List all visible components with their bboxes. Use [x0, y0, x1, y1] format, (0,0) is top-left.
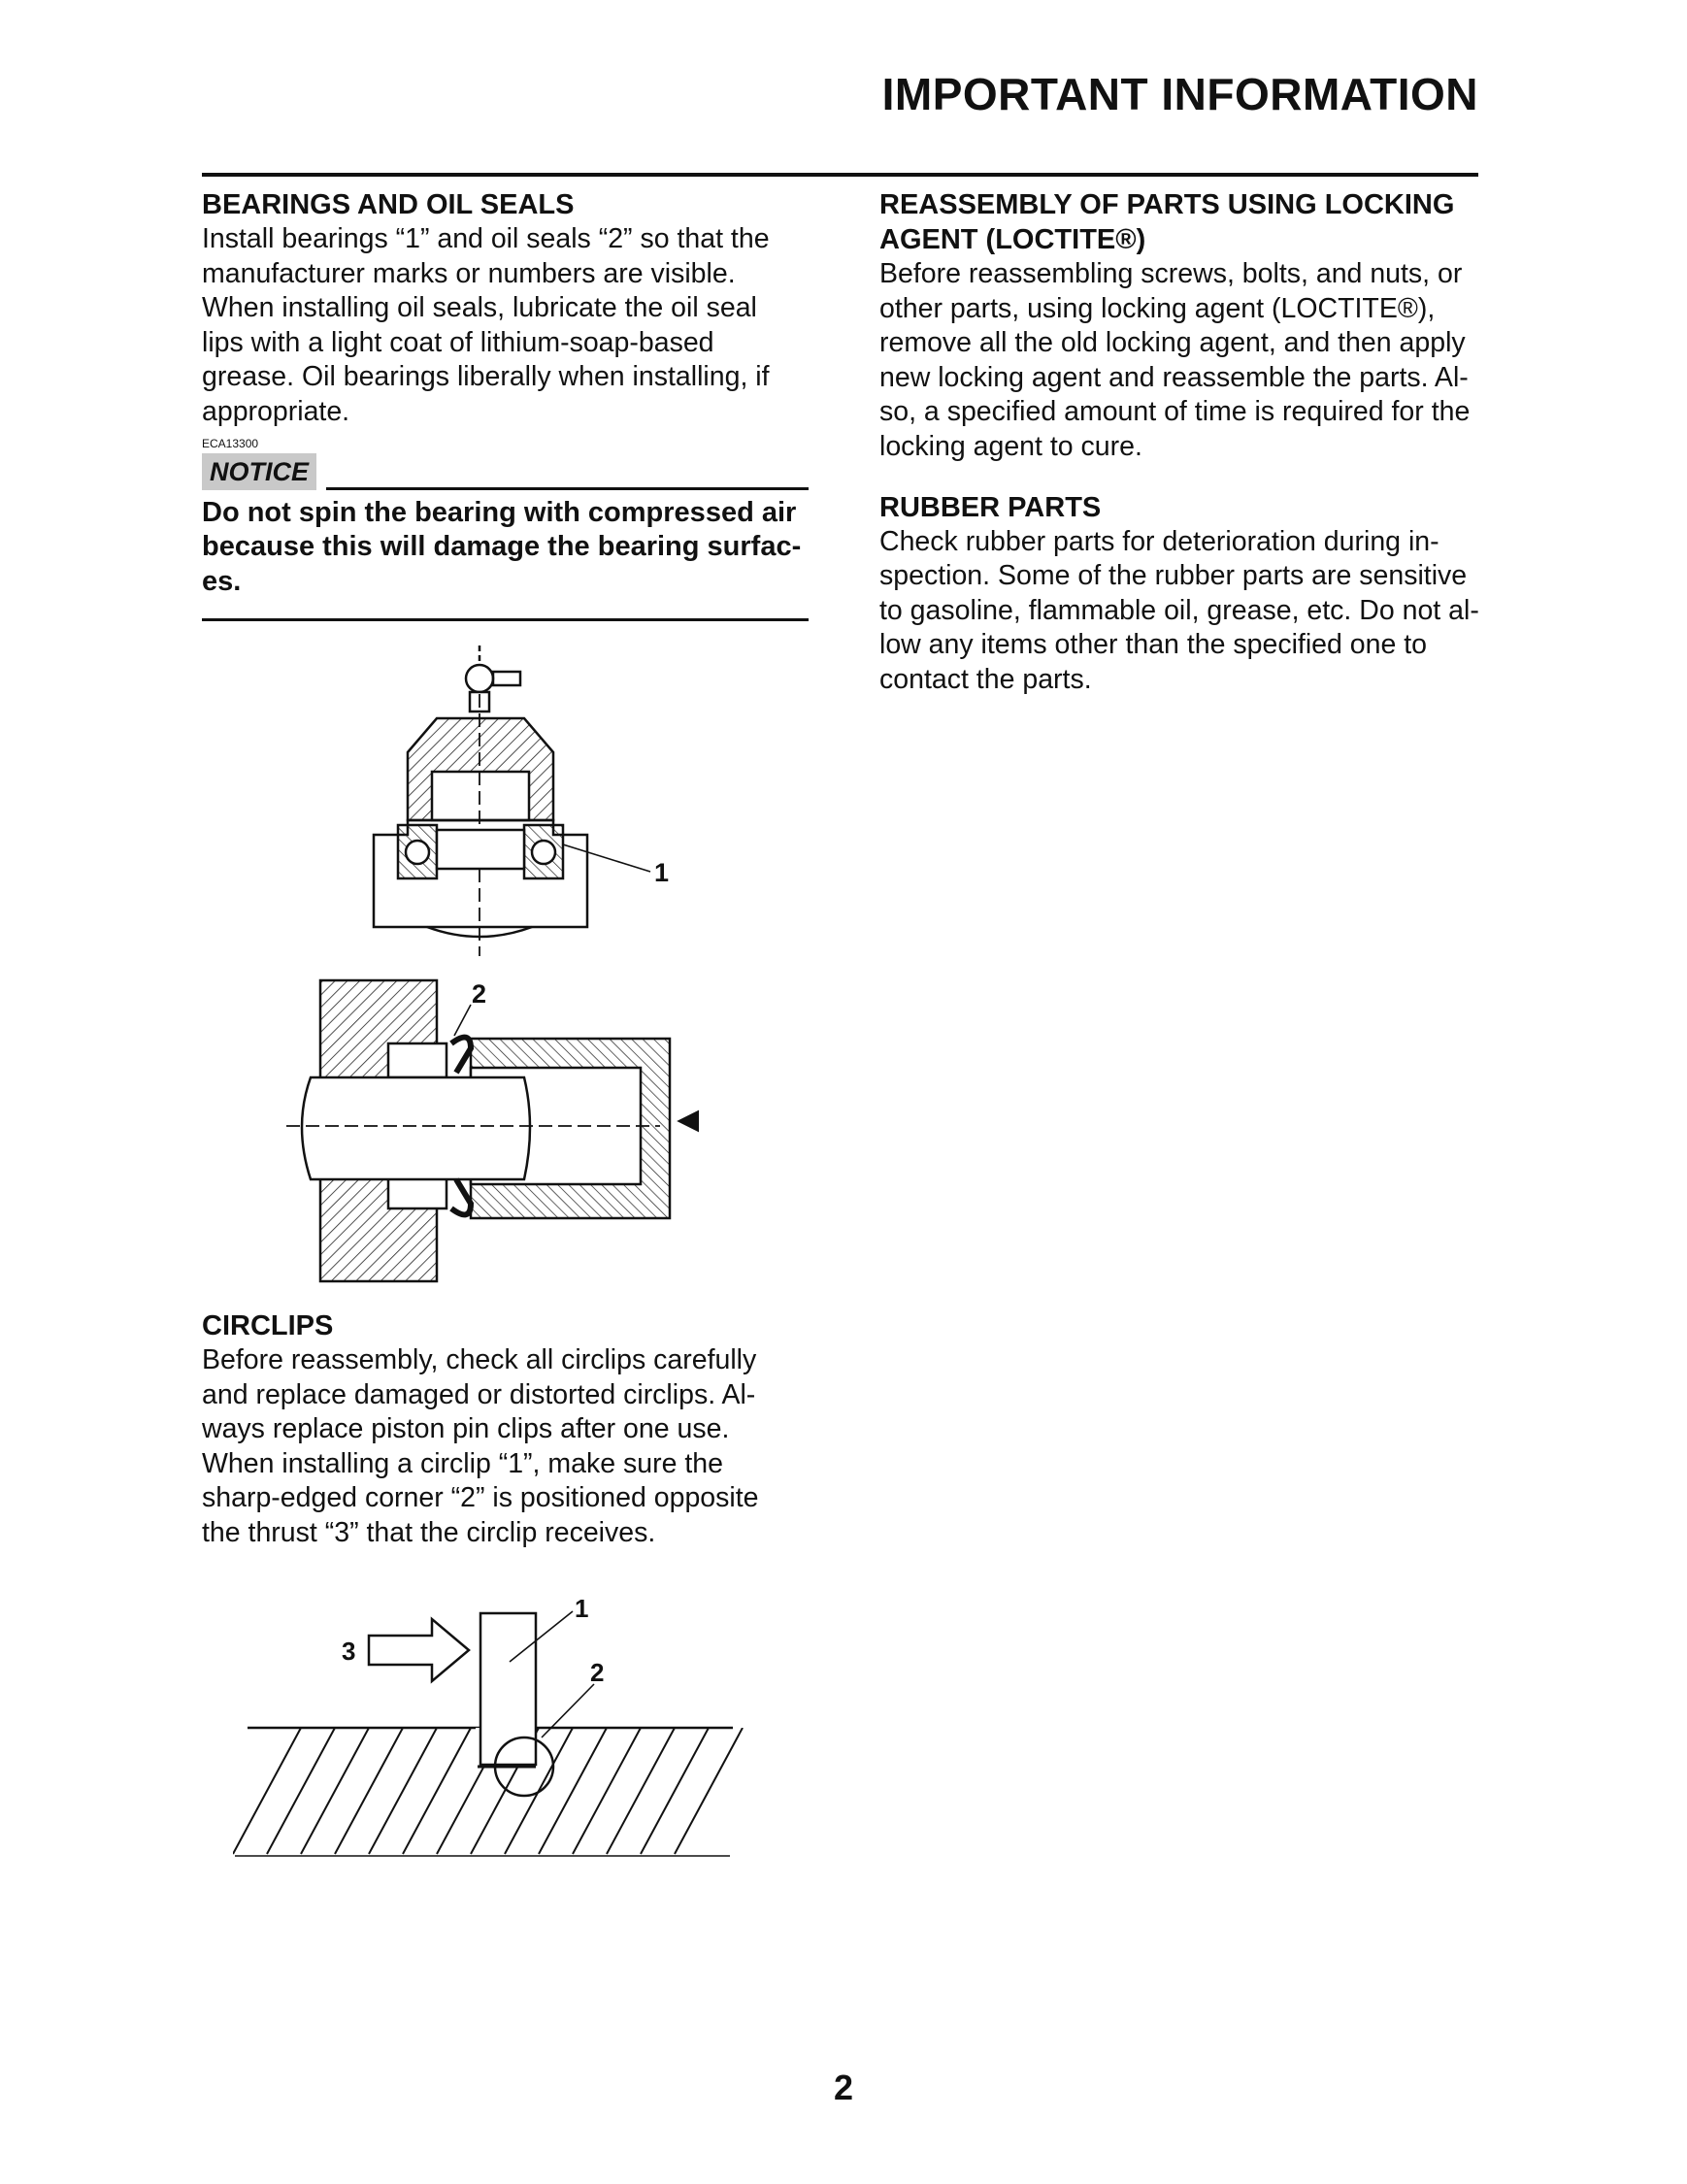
- bearings-paragraph: [202, 222, 809, 430]
- text-line: Install bearings “1” and oil seals “2” so that the: [202, 223, 770, 254]
- text-line: sharp-edged corner “2” is positioned opposite: [202, 1482, 759, 1514]
- text-line: When installing oil seals, lubricate the oil seal: [202, 292, 757, 324]
- section-heading-bearings: BEARINGS AND OIL SEALS: [202, 189, 575, 220]
- circlips-section: [202, 1308, 809, 1551]
- text-line: Before reassembly, check all circlips carefully: [202, 1344, 757, 1375]
- text-line: the thrust “3” that the circlip receives.: [202, 1516, 656, 1548]
- text-line: es.: [202, 565, 242, 597]
- notice-text: [202, 496, 809, 600]
- text-line: and replace damaged or distorted circlips. Al-: [202, 1378, 756, 1410]
- notice-rule: [326, 487, 809, 490]
- callout-1: 1: [654, 858, 670, 887]
- text-line: lips with a light coat of lithium-soap-based: [202, 326, 714, 358]
- notice-header: [202, 453, 809, 492]
- text-line: contact the parts.: [879, 663, 1092, 695]
- section-heading-loctite: [879, 187, 1481, 257]
- text-line: Do not spin the bearing with compressed air: [202, 496, 797, 528]
- left-column: [202, 187, 809, 621]
- text-line: so, a specified amount of time is required for the: [879, 396, 1471, 428]
- heading-line: AGENT (LOCTITE®): [879, 224, 1146, 255]
- callout-2: 2: [590, 1658, 605, 1687]
- circlip-figure: [233, 1592, 747, 1864]
- text-line: manufacturer marks or numbers are visible.: [202, 257, 736, 289]
- notice-badge: NOTICE: [202, 453, 316, 490]
- text-line: remove all the old locking agent, and then apply: [879, 327, 1466, 359]
- text-line: Before reassembling screws, bolts, and nuts, or: [879, 258, 1463, 289]
- text-line: When installing a circlip “1”, make sure the: [202, 1447, 723, 1479]
- callout-3: 3: [342, 1637, 356, 1666]
- text-line: spection. Some of the rubber parts are sensitive: [879, 560, 1468, 592]
- text-line: ways replace piston pin clips after one use.: [202, 1413, 730, 1445]
- section-heading-circlips: CIRCLIPS: [202, 1310, 334, 1341]
- page-title: IMPORTANT INFORMATION: [881, 69, 1478, 119]
- text-line: low any items other than the specified one to: [879, 629, 1428, 661]
- text-line: because this will damage the bearing surfac-: [202, 531, 802, 563]
- right-column: [879, 187, 1481, 698]
- text-line: Check rubber parts for deterioration during in-: [879, 525, 1439, 557]
- text-line: appropriate.: [202, 395, 350, 427]
- text-line: locking agent to cure.: [879, 430, 1142, 462]
- text-line: grease. Oil bearings liberally when installing, if: [202, 361, 770, 393]
- callout-1: 1: [575, 1594, 589, 1623]
- notice-end-rule: [202, 618, 809, 621]
- loctite-paragraph: [879, 257, 1481, 465]
- heading-line: REASSEMBLY OF PARTS USING LOCKING: [879, 189, 1455, 220]
- header-rule: [202, 173, 1478, 177]
- page-number: 2: [833, 2068, 854, 2107]
- section-heading-rubber: RUBBER PARTS: [879, 491, 1102, 523]
- text-line: to gasoline, flammable oil, grease, etc. Do not al-: [879, 594, 1479, 626]
- reference-code: ECA13300: [202, 436, 259, 450]
- rubber-paragraph: [879, 525, 1481, 698]
- text-line: other parts, using locking agent (LOCTITE®),: [879, 292, 1436, 324]
- bearing-oil-seal-figure: [272, 636, 699, 1286]
- callout-2: 2: [472, 979, 487, 1009]
- circlips-paragraph: [202, 1343, 809, 1551]
- text-line: new locking agent and reassemble the parts. Al-: [879, 361, 1469, 393]
